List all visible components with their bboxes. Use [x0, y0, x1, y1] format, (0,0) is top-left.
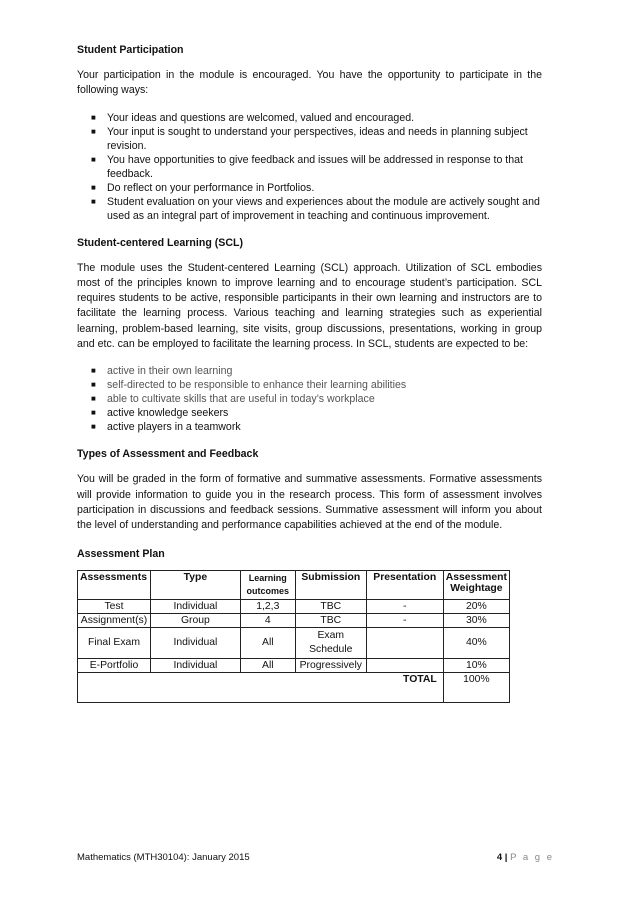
list-item: ■ Your ideas and questions are welcomed, valued and encouraged. [91, 111, 415, 124]
cell: Group [150, 613, 240, 627]
header-submission: Submission [295, 570, 366, 599]
list-item: ■ able to cultivate skills that are useful in today’s workplace [91, 393, 375, 406]
cell: Final Exam [78, 627, 151, 658]
participation-list [77, 111, 542, 223]
cell: E-Portfolio [78, 658, 151, 672]
cell: TBC [295, 613, 366, 627]
list-item: ■ self-directed to be responsible to enhance their learning abilities [91, 379, 407, 392]
participation-intro: Your participation in the module is encouraged. You have the opportunity to participate in the following ways: [77, 69, 542, 97]
scl-body: The module uses the Student-centered Learning (SCL) approach. Utilization of SCL embodies most of the principles known to improve learning and to encourage student’s participation. SCL requires students to be active, responsible participants in their own learning and instructors are to facilitate the learning process. Various teaching and learning strategies such as experiential learning, problem-based learning, site visits, group discussions, presentations, working in group and etc. can be employed to facilitate the learning process. In SCL, students are expected to be: [77, 261, 542, 351]
total-label: TOTAL [78, 672, 444, 702]
cell: - [366, 613, 443, 627]
cell: Assignment(s) [78, 613, 151, 627]
footer-course: Mathematics (MTH30104): January 2015 [77, 852, 250, 863]
cell: Individual [150, 599, 240, 613]
cell: Progressively [295, 658, 366, 672]
header-weightage: Assessment Weightage [443, 570, 509, 599]
assessment-types-body: You will be graded in the form of formative and summative assessments. Formative assessments will provide information to guide you in the research process. This form of assessment involves participation in discussions and feedback sessions. Summative assessment will inform you about the level of understanding and performance capabilities achieved at the end of the module. [77, 473, 542, 532]
assessment-plan-table [77, 570, 510, 703]
header-assessments: Assessments [78, 570, 151, 599]
page-footer [77, 852, 554, 863]
cell: Exam Schedule [295, 627, 366, 658]
list-item: ■ Your input is sought to understand your perspectives, ideas and needs in planning subject revision. [91, 125, 528, 152]
list-item: ■ active players in a teamwork [91, 421, 241, 434]
cell: 10% [443, 658, 509, 672]
header-learning-outcomes: Learning outcomes [240, 570, 295, 599]
cell [366, 627, 443, 658]
cell: 20% [443, 599, 509, 613]
header-type: Type [150, 570, 240, 599]
table-row [78, 627, 510, 658]
cell: 4 [240, 613, 295, 627]
cell: 1,2,3 [240, 599, 295, 613]
table-row [78, 599, 510, 613]
cell: All [240, 627, 295, 658]
cell: 30% [443, 613, 509, 627]
cell: - [366, 599, 443, 613]
list-item: ■ Student evaluation on your views and experiences about the module are actively sought and used as an integral part of improvement in teaching and continuous improvement. [91, 195, 540, 222]
header-presentation: Presentation [366, 570, 443, 599]
list-item: ■ Do reflect on your performance in Portfolios. [91, 181, 315, 194]
participation-heading: Student Participation [77, 44, 184, 56]
table-row [78, 658, 510, 672]
scl-heading: Student-centered Learning (SCL) [77, 236, 243, 249]
scl-list [77, 364, 542, 434]
cell: TBC [295, 599, 366, 613]
cell: Individual [150, 627, 240, 658]
footer-page [497, 852, 554, 863]
cell: Individual [150, 658, 240, 672]
cell: 40% [443, 627, 509, 658]
assessment-types-heading: Types of Assessment and Feedback [77, 448, 259, 461]
page-body [77, 44, 542, 703]
table-header-row [78, 570, 510, 599]
cell: Test [78, 599, 151, 613]
page-word: P a g e [510, 852, 554, 863]
total-value: 100% [443, 672, 509, 702]
list-item: ■ You have opportunities to give feedback and issues will be addressed in response to that feedback. [91, 153, 523, 180]
table-row [78, 613, 510, 627]
cell: All [240, 658, 295, 672]
cell [366, 658, 443, 672]
page-number: 4 [496, 852, 503, 863]
list-item: ■ active knowledge seekers [91, 407, 229, 420]
list-item: ■ active in their own learning [91, 365, 233, 378]
assessment-plan-heading: Assessment Plan [77, 547, 165, 560]
table-total-row [78, 672, 510, 702]
page-separator: | [504, 852, 508, 863]
